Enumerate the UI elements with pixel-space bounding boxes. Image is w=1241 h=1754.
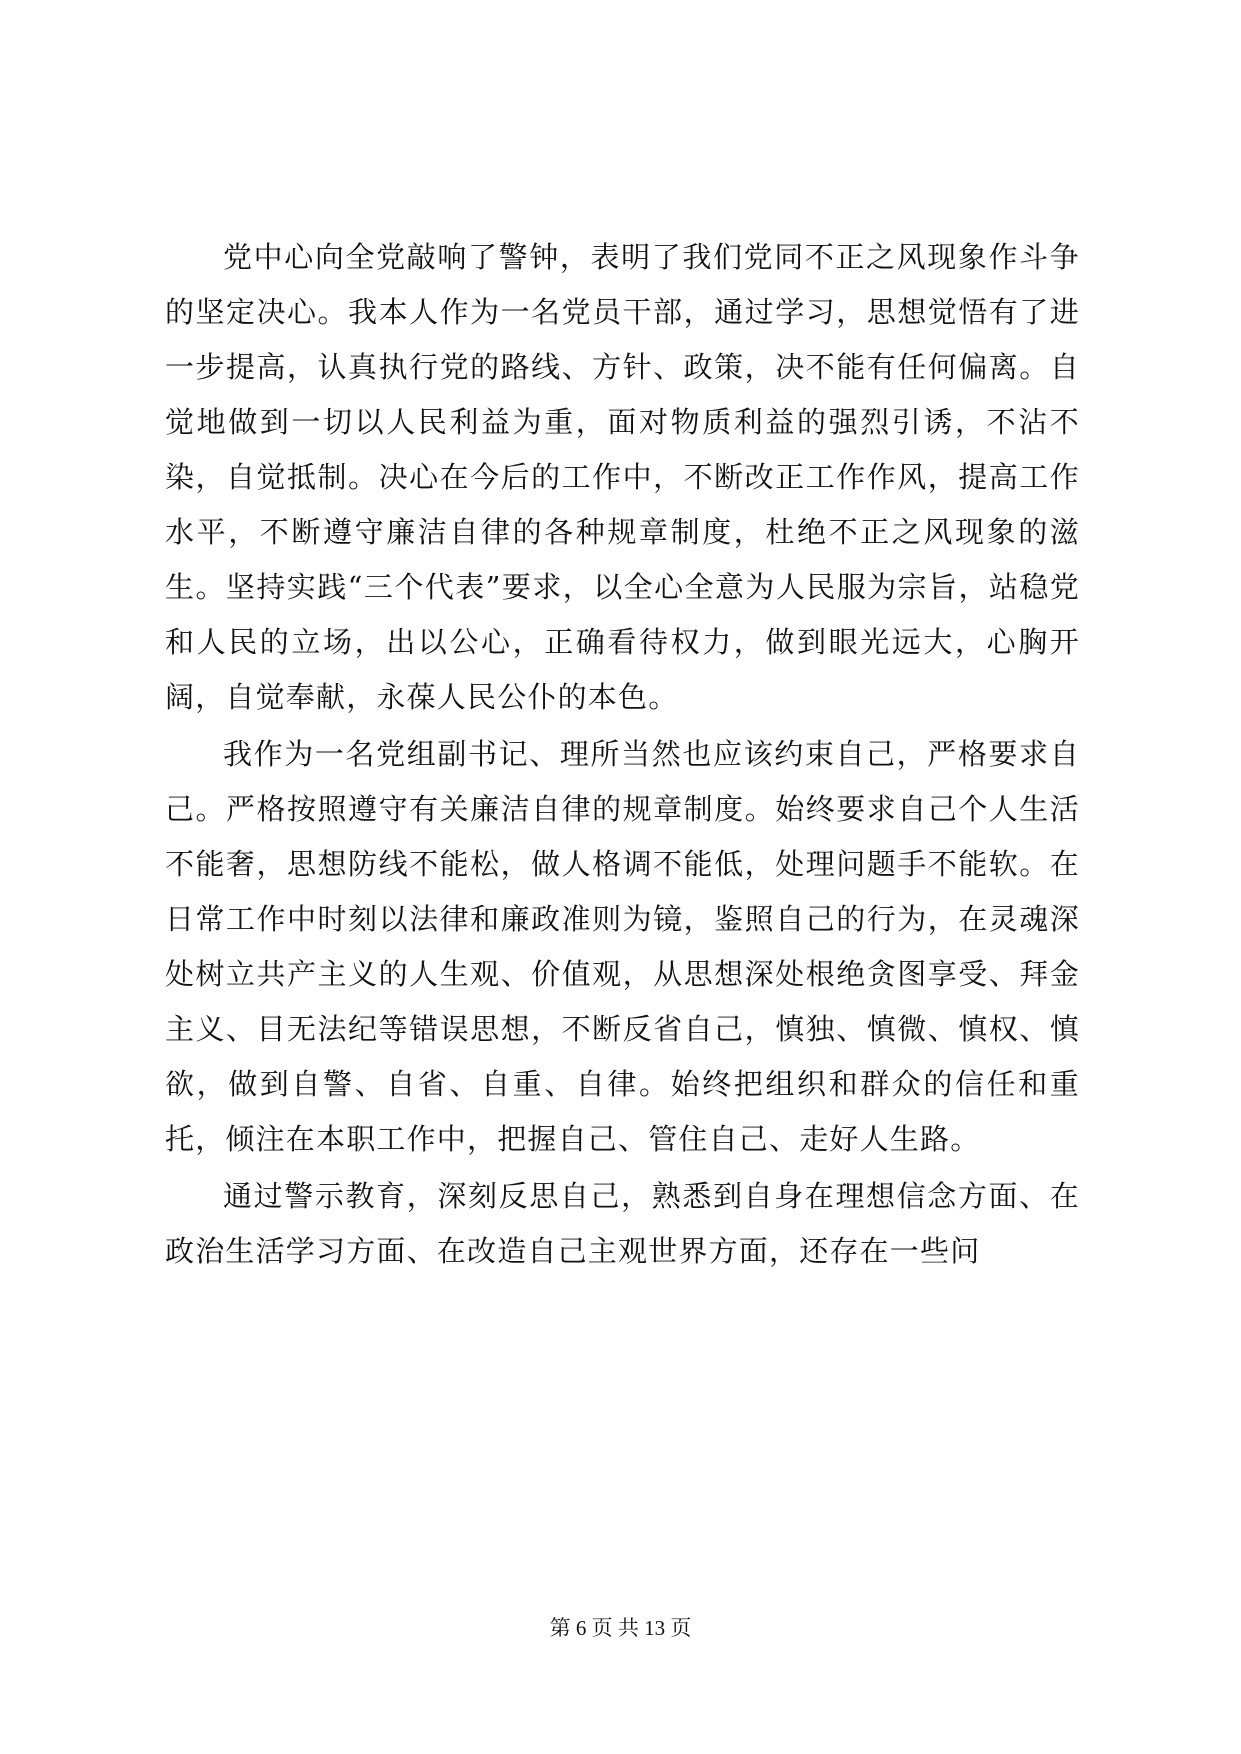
body-text [165,230,1080,1279]
page-number-label: 第 6 页 共 13 页 [549,1616,692,1640]
paragraph-2: 我作为一名党组副书记、理所当然也应该约束自己，严格要求自己。严格按照遵守有关廉洁自律的规章制度。始终要求自己个人生活不能奢，思想防线不能松，做人格调不能低，处理问题手不能软。在日常工作中时刻以法律和廉政准则为镜，鉴照自己的行为，在灵魂深处树立共产主义的人生观、价值观，从思想深处根绝贪图享受、拜金主义、目无法纪等错误思想，不断反省自己，慎独、慎微、慎权、慎欲，做到自警、自省、自重、自律。始终把组织和群众的信任和重托，倾注在本职工作中，把握自己、管住自己、走好人生路。 [165,737,1080,1156]
paragraph-1: 党中心向全党敲响了警钟，表明了我们党同不正之风现象作斗争的坚定决心。我本人作为一名党员干部，通过学习，思想觉悟有了进一步提高，认真执行党的路线、方针、政策，决不能有任何偏离。自觉地做到一切以人民利益为重，面对物质利益的强烈引诱，不沾不染，自觉抵制。决心在今后的工作中，不断改正工作作风，提高工作水平，不断遵守廉洁自律的各种规章制度，杜绝不正之风现象的滋生。坚持实践“三个代表”要求，以全心全意为人民服为宗旨，站稳党和人民的立场，出以公心，正确看待权力，做到眼光远大，心胸开阔，自觉奉献，永葆人民公仆的本色。 [165,240,1080,714]
page-footer [0,1612,1241,1642]
paragraph-3: 通过警示教育，深刻反思自己，熟悉到自身在理想信念方面、在政治生活学习方面、在改造自己主观世界方面，还存在一些问 [165,1179,1080,1268]
